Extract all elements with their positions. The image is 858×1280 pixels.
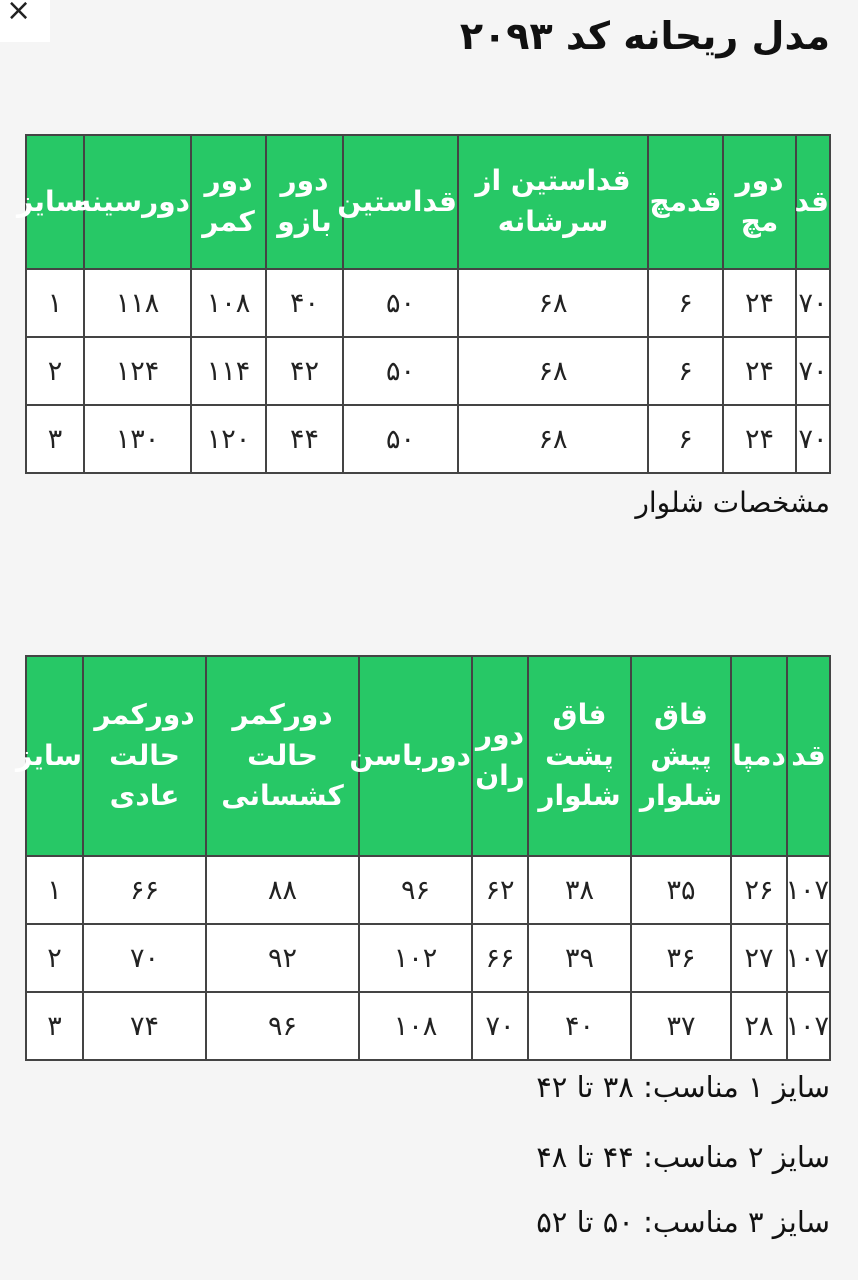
table-cell: ۲۶ bbox=[731, 856, 787, 924]
pants-section-caption: مشخصات شلوار bbox=[635, 486, 830, 519]
table-cell: ۵۰ bbox=[343, 337, 458, 405]
header-waist-normal: دورکمر حالت عادی bbox=[83, 656, 206, 856]
table-row bbox=[26, 924, 830, 992]
table-cell: ۱۰۸ bbox=[191, 269, 266, 337]
top-size-table bbox=[17, 134, 831, 474]
table-cell: ۷۰ bbox=[83, 924, 206, 992]
size-note: سایز ۳ مناسب: ۵۰ تا ۵۲ bbox=[536, 1205, 830, 1239]
table-cell: ۶ bbox=[648, 269, 723, 337]
table-cell: ۱۰۲ bbox=[359, 924, 472, 992]
header-hem: دمپا bbox=[731, 656, 787, 856]
table-cell: ۱۲۰ bbox=[191, 405, 266, 473]
table-row bbox=[26, 337, 830, 405]
header-waist: دور کمر bbox=[191, 135, 266, 269]
header-height: قد bbox=[796, 135, 830, 269]
table-cell: ۶۶ bbox=[83, 856, 206, 924]
table-cell: ۹۶ bbox=[359, 856, 472, 924]
header-sleeve-length: قداستین bbox=[343, 135, 458, 269]
table-cell: ۱۰۷ bbox=[787, 856, 830, 924]
header-chest: دورسینه bbox=[84, 135, 191, 269]
table-cell: ۱۰۸ bbox=[359, 992, 472, 1060]
table-cell: ۷۰ bbox=[472, 992, 528, 1060]
header-waist-stretched: دورکمر حالت کشسانی bbox=[206, 656, 359, 856]
table-cell: ۶۶ bbox=[472, 924, 528, 992]
table-cell: ۲ bbox=[26, 337, 84, 405]
table-cell: ۱ bbox=[26, 269, 84, 337]
header-size: سایز bbox=[26, 135, 84, 269]
size-note: سایز ۲ مناسب: ۴۴ تا ۴۸ bbox=[536, 1140, 830, 1174]
table-row bbox=[26, 269, 830, 337]
header-sleeve-from-shoulder: قداستین از سرشانه bbox=[458, 135, 648, 269]
table-cell: ۵۰ bbox=[343, 405, 458, 473]
header-thigh: دور ران bbox=[472, 656, 528, 856]
table-cell: ۵۰ bbox=[343, 269, 458, 337]
table-cell: ۱۰۷ bbox=[787, 924, 830, 992]
table-cell: ۳۶ bbox=[631, 924, 731, 992]
header-hip: دورباسن bbox=[359, 656, 472, 856]
header-height: قد bbox=[787, 656, 830, 856]
table-cell: ۲۴ bbox=[723, 337, 796, 405]
table-cell: ۲۴ bbox=[723, 269, 796, 337]
close-icon[interactable]: × bbox=[0, 0, 50, 42]
table-cell: ۲۷ bbox=[731, 924, 787, 992]
header-wrist: دور مچ bbox=[723, 135, 796, 269]
table-cell: ۱۱۴ bbox=[191, 337, 266, 405]
table-cell: ۲۸ bbox=[731, 992, 787, 1060]
table-cell: ۶۲ bbox=[472, 856, 528, 924]
table-cell: ۴۲ bbox=[266, 337, 343, 405]
table-cell: ۴۰ bbox=[266, 269, 343, 337]
table-cell: ۳۹ bbox=[528, 924, 631, 992]
table-cell: ۳ bbox=[26, 405, 84, 473]
table-row bbox=[26, 405, 830, 473]
table-cell: ۲۴ bbox=[723, 405, 796, 473]
header-arm: دور بازو bbox=[266, 135, 343, 269]
table-cell: ۷۴ bbox=[83, 992, 206, 1060]
table-cell: ۳۵ bbox=[631, 856, 731, 924]
table-cell: ۹۲ bbox=[206, 924, 359, 992]
table-cell: ۶۸ bbox=[458, 405, 648, 473]
pants-size-table bbox=[16, 655, 831, 1061]
table-cell: ۲ bbox=[26, 924, 83, 992]
header-front-rise: فاق پیش شلوار bbox=[631, 656, 731, 856]
table-cell: ۶۸ bbox=[458, 337, 648, 405]
table-header-row bbox=[26, 135, 830, 269]
table-cell: ۴۰ bbox=[528, 992, 631, 1060]
table-cell: ۸۸ bbox=[206, 856, 359, 924]
table-cell: ۴۴ bbox=[266, 405, 343, 473]
table-cell: ۱ bbox=[26, 856, 83, 924]
table-cell: ۹۶ bbox=[206, 992, 359, 1060]
table-cell: ۱۳۰ bbox=[84, 405, 191, 473]
table-cell: ۳۷ bbox=[631, 992, 731, 1060]
table-cell: ۱۰۷ bbox=[787, 992, 830, 1060]
table-row bbox=[26, 992, 830, 1060]
table-cell: ۷۰ bbox=[796, 405, 830, 473]
table-cell: ۶۸ bbox=[458, 269, 648, 337]
table-cell: ۶ bbox=[648, 405, 723, 473]
table-row bbox=[26, 856, 830, 924]
header-size: سایز bbox=[26, 656, 83, 856]
page-title: مدل ریحانه کد ۲۰۹۳ bbox=[459, 14, 830, 58]
table-cell: ۷۰ bbox=[796, 337, 830, 405]
header-cuff-length: قدمچ bbox=[648, 135, 723, 269]
table-header-row bbox=[26, 656, 830, 856]
table-cell: ۱۱۸ bbox=[84, 269, 191, 337]
table-cell: ۱۲۴ bbox=[84, 337, 191, 405]
table-cell: ۶ bbox=[648, 337, 723, 405]
table-cell: ۳ bbox=[26, 992, 83, 1060]
header-back-rise: فاق پشت شلوار bbox=[528, 656, 631, 856]
table-cell: ۳۸ bbox=[528, 856, 631, 924]
size-note: سایز ۱ مناسب: ۳۸ تا ۴۲ bbox=[536, 1070, 830, 1104]
table-cell: ۷۰ bbox=[796, 269, 830, 337]
